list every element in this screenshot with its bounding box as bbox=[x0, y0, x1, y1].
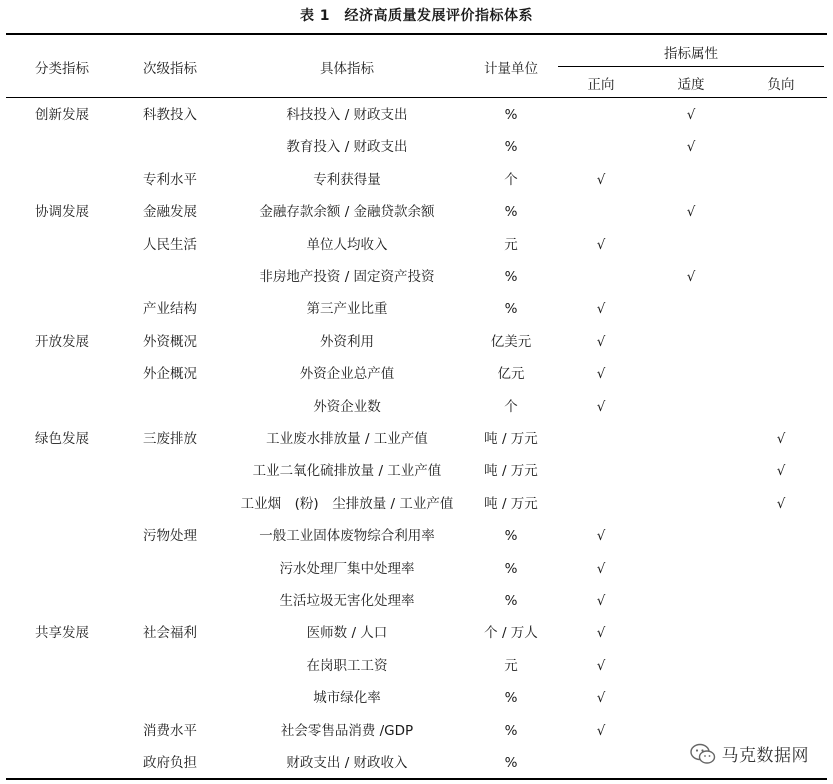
cell-unit: % bbox=[504, 301, 518, 318]
wechat-icon bbox=[690, 743, 716, 765]
cell-negative: √ bbox=[776, 463, 786, 480]
cell-indicator: 生活垃圾无害化处理率 bbox=[279, 593, 415, 609]
cell-category bbox=[12, 747, 112, 779]
cell-category bbox=[12, 261, 112, 293]
cell-unit: % bbox=[504, 690, 518, 707]
cell-subcategory: 政府负担 bbox=[143, 755, 197, 771]
cell-category bbox=[12, 164, 112, 196]
cell-positive bbox=[558, 423, 644, 455]
cell-moderate bbox=[646, 520, 736, 552]
cell-subcategory bbox=[120, 682, 220, 714]
cell-negative bbox=[738, 131, 824, 163]
table-row bbox=[0, 585, 833, 617]
header-negative: 负向 bbox=[767, 77, 795, 93]
cell-indicator: 专利获得量 bbox=[313, 171, 381, 188]
cell-unit: 元 bbox=[504, 236, 518, 253]
cell-indicator: 单位人均收入 bbox=[306, 236, 388, 253]
cell-unit: 个 bbox=[504, 398, 518, 415]
table-row bbox=[0, 261, 833, 293]
cell-category bbox=[12, 391, 112, 423]
cell-category: 绿色发展 bbox=[35, 431, 89, 447]
cell-indicator: 社会零售品消费 /GDP bbox=[280, 722, 414, 739]
table-row bbox=[0, 617, 833, 649]
cell-negative bbox=[738, 164, 824, 196]
cell-moderate: √ bbox=[686, 204, 696, 221]
cell-moderate: √ bbox=[686, 269, 696, 285]
cell-category bbox=[12, 682, 112, 714]
cell-unit: % bbox=[504, 107, 518, 123]
cell-indicator: 一般工业固体废物综合利用率 bbox=[259, 528, 435, 545]
cell-category bbox=[12, 455, 112, 487]
cell-indicator: 在岗职工工资 bbox=[306, 657, 388, 674]
cell-positive: √ bbox=[596, 236, 606, 253]
table-row bbox=[0, 650, 833, 682]
table-row bbox=[0, 196, 833, 228]
cell-negative bbox=[738, 326, 824, 358]
cell-category bbox=[12, 229, 112, 261]
cell-category: 协调发展 bbox=[35, 204, 89, 221]
cell-positive bbox=[558, 131, 644, 163]
cell-negative bbox=[738, 553, 824, 585]
watermark bbox=[690, 741, 810, 766]
cell-indicator: 医师数 / 人口 bbox=[306, 625, 388, 642]
cell-indicator: 外资企业数 bbox=[313, 398, 381, 415]
cell-subcategory bbox=[120, 585, 220, 617]
cell-positive: √ bbox=[596, 722, 606, 739]
header-unit: 计量单位 bbox=[484, 61, 538, 77]
cell-negative bbox=[738, 391, 824, 423]
table-row bbox=[0, 131, 833, 163]
cell-moderate: √ bbox=[686, 107, 696, 123]
header-attribute-rule bbox=[558, 66, 824, 67]
cell-negative bbox=[738, 261, 824, 293]
cell-unit: % bbox=[504, 593, 518, 609]
cell-category: 开放发展 bbox=[35, 333, 89, 350]
cell-indicator: 外资企业总产值 bbox=[299, 366, 395, 383]
table-row bbox=[0, 99, 833, 131]
cell-category bbox=[12, 358, 112, 390]
cell-positive: √ bbox=[596, 625, 606, 642]
cell-category bbox=[12, 520, 112, 552]
cell-positive bbox=[558, 747, 644, 779]
cell-moderate bbox=[646, 229, 736, 261]
cell-indicator: 污水处理厂集中处理率 bbox=[279, 560, 415, 577]
cell-indicator: 科技投入 / 财政支出 bbox=[286, 107, 408, 123]
cell-indicator: 非房地产投资 / 固定资产投资 bbox=[259, 269, 435, 285]
cell-indicator: 金融存款余额 / 金融贷款余额 bbox=[259, 204, 435, 221]
cell-subcategory: 三废排放 bbox=[143, 431, 197, 447]
cell-category: 共享发展 bbox=[35, 625, 89, 642]
table-row bbox=[0, 293, 833, 325]
cell-unit: % bbox=[504, 560, 518, 577]
cell-positive: √ bbox=[596, 690, 606, 707]
cell-negative bbox=[738, 650, 824, 682]
cell-negative bbox=[738, 520, 824, 552]
cell-moderate bbox=[646, 423, 736, 455]
cell-unit: 吨 / 万元 bbox=[484, 495, 538, 512]
cell-subcategory: 外企概况 bbox=[143, 366, 197, 383]
table-title: 表 1 经济高质量发展评价指标体系 bbox=[299, 8, 534, 24]
cell-subcategory: 消费水平 bbox=[143, 722, 197, 739]
cell-moderate bbox=[646, 650, 736, 682]
cell-moderate: √ bbox=[686, 139, 696, 156]
cell-unit: 亿美元 bbox=[490, 333, 532, 350]
cell-category bbox=[12, 585, 112, 617]
cell-subcategory bbox=[120, 488, 220, 520]
cell-moderate bbox=[646, 358, 736, 390]
cell-moderate bbox=[646, 617, 736, 649]
cell-unit: % bbox=[504, 755, 518, 771]
cell-positive bbox=[558, 99, 644, 131]
cell-negative: √ bbox=[776, 495, 786, 512]
cell-indicator: 城市绿化率 bbox=[313, 690, 381, 707]
cell-unit: 亿元 bbox=[497, 366, 525, 383]
cell-unit: % bbox=[504, 269, 518, 285]
cell-category bbox=[12, 553, 112, 585]
table-row bbox=[0, 391, 833, 423]
cell-subcategory: 产业结构 bbox=[143, 301, 197, 318]
table-row bbox=[0, 520, 833, 552]
cell-positive: √ bbox=[596, 657, 606, 674]
cell-positive: √ bbox=[596, 333, 606, 350]
cell-positive: √ bbox=[596, 560, 606, 577]
table-header-rule bbox=[6, 97, 827, 98]
cell-moderate bbox=[646, 585, 736, 617]
cell-negative bbox=[738, 358, 824, 390]
cell-unit: % bbox=[504, 722, 518, 739]
header-category: 分类指标 bbox=[35, 61, 89, 77]
cell-indicator: 外资利用 bbox=[320, 333, 374, 350]
cell-subcategory: 污物处理 bbox=[143, 528, 197, 545]
table-row bbox=[0, 682, 833, 714]
cell-indicator: 财政支出 / 财政收入 bbox=[286, 755, 408, 771]
cell-subcategory: 人民生活 bbox=[143, 236, 197, 253]
cell-moderate bbox=[646, 326, 736, 358]
cell-subcategory bbox=[120, 650, 220, 682]
cell-positive: √ bbox=[596, 171, 606, 188]
header-subcategory: 次级指标 bbox=[143, 61, 197, 77]
cell-category bbox=[12, 131, 112, 163]
cell-category bbox=[12, 715, 112, 747]
cell-negative: √ bbox=[776, 431, 786, 447]
cell-subcategory bbox=[120, 261, 220, 293]
cell-category bbox=[12, 488, 112, 520]
table-row bbox=[0, 164, 833, 196]
table-row bbox=[0, 326, 833, 358]
cell-positive: √ bbox=[596, 528, 606, 545]
cell-category: 创新发展 bbox=[35, 107, 89, 123]
cell-unit: % bbox=[504, 528, 518, 545]
cell-subcategory: 金融发展 bbox=[143, 204, 197, 221]
cell-indicator: 工业废水排放量 / 工业产值 bbox=[266, 431, 428, 447]
cell-moderate bbox=[646, 488, 736, 520]
cell-negative bbox=[738, 196, 824, 228]
cell-subcategory: 专利水平 bbox=[143, 171, 197, 188]
cell-moderate bbox=[646, 293, 736, 325]
cell-subcategory: 科教投入 bbox=[143, 107, 197, 123]
table-row bbox=[0, 553, 833, 585]
cell-moderate bbox=[646, 164, 736, 196]
table-row bbox=[0, 358, 833, 390]
cell-positive: √ bbox=[596, 301, 606, 318]
cell-positive: √ bbox=[596, 593, 606, 609]
cell-moderate bbox=[646, 391, 736, 423]
cell-subcategory bbox=[120, 391, 220, 423]
table-row bbox=[0, 488, 833, 520]
cell-negative bbox=[738, 229, 824, 261]
cell-positive bbox=[558, 455, 644, 487]
cell-moderate bbox=[646, 455, 736, 487]
cell-positive: √ bbox=[596, 398, 606, 415]
cell-positive bbox=[558, 196, 644, 228]
watermark-text: 马克数据网 bbox=[721, 746, 809, 766]
cell-positive: √ bbox=[596, 366, 606, 383]
header-positive: 正向 bbox=[587, 77, 615, 93]
table-row bbox=[0, 423, 833, 455]
header-attribute-group: 指标属性 bbox=[664, 46, 718, 62]
cell-subcategory bbox=[120, 131, 220, 163]
cell-subcategory bbox=[120, 553, 220, 585]
cell-category bbox=[12, 293, 112, 325]
cell-moderate bbox=[646, 682, 736, 714]
cell-unit: 个 bbox=[504, 171, 518, 188]
cell-positive bbox=[558, 261, 644, 293]
cell-indicator: 第三产业比重 bbox=[306, 301, 388, 318]
cell-unit: % bbox=[504, 139, 518, 156]
cell-indicator: 工业烟 (粉) 尘排放量 / 工业产值 bbox=[240, 495, 454, 512]
cell-negative bbox=[738, 585, 824, 617]
cell-unit: % bbox=[504, 204, 518, 221]
cell-negative bbox=[738, 293, 824, 325]
table-top-rule bbox=[6, 33, 827, 35]
cell-unit: 个 / 万人 bbox=[484, 625, 538, 642]
cell-moderate bbox=[646, 553, 736, 585]
cell-negative bbox=[738, 99, 824, 131]
cell-unit: 吨 / 万元 bbox=[484, 463, 538, 480]
cell-category bbox=[12, 650, 112, 682]
cell-indicator: 工业二氧化硫排放量 / 工业产值 bbox=[252, 463, 442, 480]
cell-positive bbox=[558, 488, 644, 520]
cell-negative bbox=[738, 682, 824, 714]
header-indicator: 具体指标 bbox=[320, 61, 374, 77]
cell-unit: 元 bbox=[504, 657, 518, 674]
table-row bbox=[0, 229, 833, 261]
cell-subcategory: 社会福利 bbox=[143, 625, 197, 642]
cell-subcategory bbox=[120, 455, 220, 487]
table-row bbox=[0, 455, 833, 487]
cell-subcategory: 外资概况 bbox=[143, 333, 197, 350]
cell-negative bbox=[738, 617, 824, 649]
header-moderate: 适度 bbox=[677, 77, 705, 93]
table-bottom-rule bbox=[6, 778, 827, 780]
cell-unit: 吨 / 万元 bbox=[484, 431, 538, 447]
cell-indicator: 教育投入 / 财政支出 bbox=[286, 139, 408, 156]
